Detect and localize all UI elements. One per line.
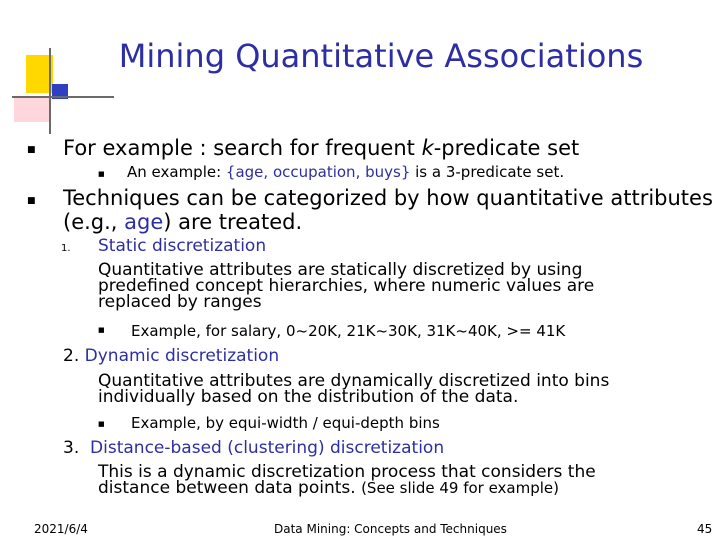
bullet-frequent-predicate	[63, 136, 579, 160]
bullet-techniques	[63, 186, 713, 234]
item-marker: 2.	[63, 346, 80, 366]
static-discretization-heading: Static discretization	[98, 236, 267, 256]
distance-discretization-desc	[98, 464, 596, 496]
square-bullet-icon: ■	[98, 326, 105, 334]
predicate-set: {age, occupation, buys}	[225, 163, 411, 181]
desc-line: replaced by ranges	[98, 292, 262, 312]
decor-red-square	[14, 96, 50, 122]
distance-discretization-heading: Distance-based (clustering) discretization	[90, 438, 445, 458]
dynamic-example: Example, by equi-width / equi-depth bins	[131, 414, 440, 432]
square-bullet-icon: ■	[98, 170, 105, 178]
desc-line: Quantitative attributes are statically discretized by using	[98, 260, 583, 280]
dynamic-discretization-desc	[98, 373, 609, 405]
slide-title: Mining Quantitative Associations	[118, 37, 644, 75]
subbullet-text: An example:	[127, 163, 226, 181]
footer-date: 2021/6/4	[34, 522, 88, 536]
decor-horizontal-line	[12, 96, 114, 98]
slide-reference-note: (See slide 49 for example)	[361, 479, 560, 497]
item-marker: 3.	[63, 438, 80, 458]
subbullet-example	[127, 163, 564, 181]
bullet-text-suffix: -predicate set	[433, 136, 580, 160]
dynamic-discretization	[63, 347, 279, 366]
page-number: 45	[697, 522, 713, 536]
square-bullet-icon: ■	[98, 420, 105, 428]
footer-title: Data Mining: Concepts and Techniques	[274, 522, 507, 536]
subbullet-text-suffix: is a 3-predicate set.	[410, 163, 565, 181]
square-bullet-icon: ■	[27, 196, 36, 206]
desc-line: This is a dynamic discretization process that considers the	[98, 462, 596, 482]
bullet-text: For example : search for frequent	[63, 136, 422, 160]
static-discretization-desc	[98, 262, 594, 310]
bullet-line: Techniques can be categorized by how quantitative attributes	[63, 186, 713, 210]
desc-line: predefined concept hierarchies, where numeric values are	[98, 276, 595, 296]
bullet-line-prefix: (e.g.,	[63, 210, 125, 234]
k-variable: k	[421, 136, 434, 160]
bullet-line	[63, 210, 713, 234]
desc-line	[98, 480, 596, 496]
age-term: age	[124, 210, 164, 234]
desc-line: individually based on the distribution of the data.	[98, 387, 519, 407]
distance-discretization	[63, 439, 444, 458]
square-bullet-icon: ■	[27, 145, 36, 155]
static-example: Example, for salary, 0~20K, 21K~30K, 31K~40K, >= 41K	[131, 322, 566, 340]
bullet-line-suffix: ) are treated.	[163, 210, 303, 234]
desc-line-text: distance between data points.	[98, 478, 356, 498]
desc-line: Quantitative attributes are dynamically discretized into bins	[98, 371, 610, 391]
dynamic-discretization-heading: Dynamic discretization	[84, 346, 280, 366]
item-marker: 1.	[61, 243, 71, 254]
